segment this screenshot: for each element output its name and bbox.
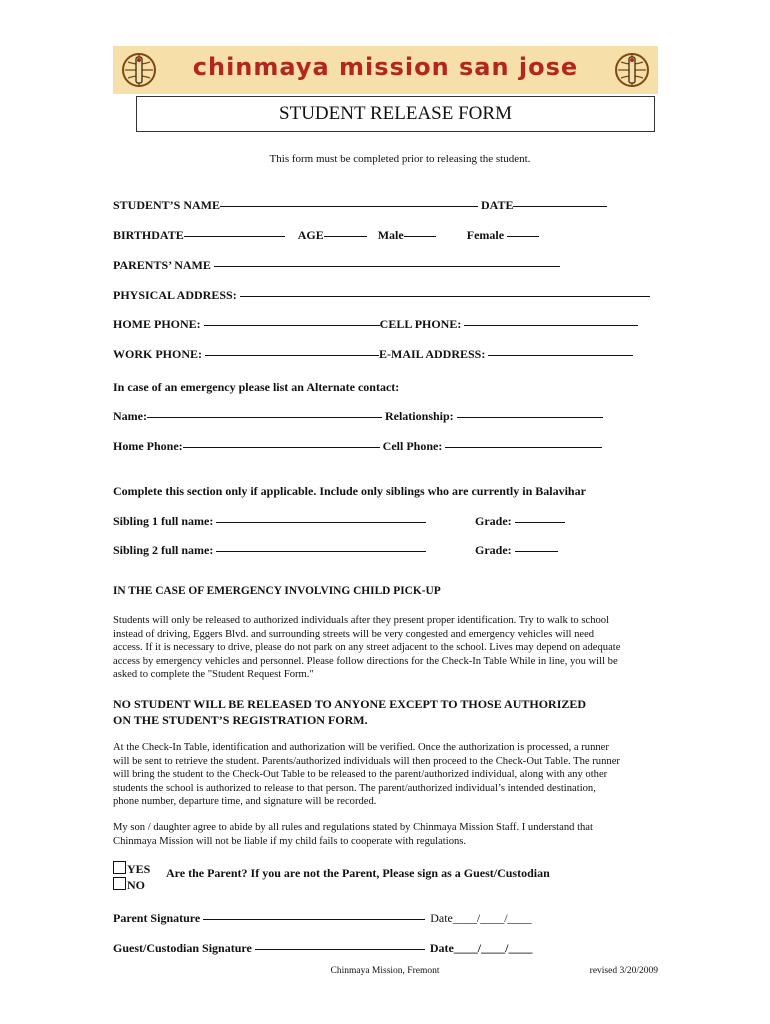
paragraph-line: phone number, departure time, and signature will be recorded. bbox=[113, 796, 377, 808]
female-field[interactable] bbox=[507, 236, 539, 237]
grade-label: Grade: bbox=[475, 514, 512, 528]
age-field[interactable] bbox=[324, 236, 367, 237]
agree-paragraph bbox=[113, 821, 658, 848]
parent-date-field[interactable]: Date____/____/____ bbox=[430, 911, 532, 925]
parent-question: Are the Parent? If you are not the Parent, Please sign as a Guest/Custodian bbox=[166, 866, 550, 880]
birthdate-field[interactable] bbox=[184, 236, 285, 237]
emergency-phone-row bbox=[113, 439, 602, 454]
paragraph-line: will be sent to retrieve the student. Parents/authorized individuals will then proceed to the Check-Out Table. The runner bbox=[113, 755, 620, 767]
form-instruction: This form must be completed prior to releasing the student. bbox=[269, 153, 531, 165]
paragraph-line: access. If it is necessary to drive, please do not park on any street adjacent to the school. Lives may depend on adequate bbox=[113, 642, 621, 654]
age-label: AGE bbox=[297, 228, 324, 242]
work-email-row bbox=[113, 347, 633, 362]
home-phone-label: HOME PHONE: bbox=[113, 317, 201, 331]
guest-signature-label: Guest/Custodian Signature bbox=[113, 941, 252, 955]
sibling1-row bbox=[113, 514, 426, 529]
student-name-row bbox=[113, 198, 607, 213]
sibling1-field[interactable] bbox=[216, 522, 426, 523]
student-name-field[interactable] bbox=[220, 206, 478, 207]
emergency-cell-phone-label: Cell Phone: bbox=[382, 439, 443, 453]
male-label: Male bbox=[377, 228, 404, 242]
footer-center: Chinmaya Mission, Fremont bbox=[330, 966, 440, 976]
male-field[interactable] bbox=[404, 236, 436, 237]
date-label: DATE bbox=[481, 198, 514, 212]
guest-signature-row bbox=[113, 941, 532, 956]
emergency-heading: In case of an emergency please list an Alternate contact: bbox=[113, 380, 400, 394]
emergency-cell-phone-field[interactable] bbox=[445, 447, 602, 448]
banner-title: chinmaya mission san jose bbox=[192, 53, 579, 81]
parent-signature-row bbox=[113, 911, 532, 926]
paragraph-line: Chinmaya Mission will not be liable if my child fails to cooperate with regulations. bbox=[113, 835, 467, 847]
address-row bbox=[113, 288, 650, 303]
sibling1-label: Sibling 1 full name: bbox=[113, 514, 214, 528]
email-field[interactable] bbox=[488, 355, 633, 356]
paragraph-line: instead of driving, Eggers Blvd. and surrounding streets will be very congested and emergency vehicles will need bbox=[113, 628, 595, 640]
yes-option[interactable] bbox=[113, 861, 150, 877]
relationship-label: Relationship: bbox=[384, 409, 454, 423]
cell-phone-field[interactable] bbox=[464, 325, 638, 326]
sibling2-label: Sibling 2 full name: bbox=[113, 543, 214, 557]
sibling1-grade-row bbox=[475, 514, 565, 529]
parent-signature-field[interactable] bbox=[203, 919, 425, 920]
paragraph-line: students the school is authorized to release to that person. The parent/authorized individual’s intended destination, bbox=[113, 782, 596, 794]
emergency-home-phone-field[interactable] bbox=[183, 447, 380, 448]
relationship-field[interactable] bbox=[457, 417, 603, 418]
female-label: Female bbox=[466, 228, 505, 242]
chinmaya-emblem-icon bbox=[121, 51, 157, 89]
grade-label: Grade: bbox=[475, 543, 512, 557]
paragraph-line: At the Check-In Table, identification and authorization will be verified. Once the authorization is processed, a runner bbox=[113, 742, 609, 753]
parents-name-label: PARENTS’ NAME bbox=[113, 258, 211, 272]
phone-row bbox=[113, 317, 638, 332]
yes-label: YES bbox=[127, 862, 151, 876]
no-label: NO bbox=[127, 878, 145, 892]
header-banner bbox=[113, 46, 658, 94]
yes-checkbox[interactable] bbox=[113, 861, 126, 874]
footer-revised: revised 3/20/2009 bbox=[589, 966, 658, 976]
sibling2-field[interactable] bbox=[216, 551, 426, 552]
guest-signature-field[interactable] bbox=[255, 949, 425, 950]
notice-line-2: ON THE STUDENT’S REGISTRATION FORM. bbox=[113, 713, 368, 727]
emergency-home-phone-label: Home Phone: bbox=[113, 439, 183, 453]
pickup-heading: IN THE CASE OF EMERGENCY INVOLVING CHILD PICK-UP bbox=[113, 585, 441, 597]
sibling1-grade-field[interactable] bbox=[515, 522, 565, 523]
no-checkbox[interactable] bbox=[113, 877, 126, 890]
home-phone-field[interactable] bbox=[204, 325, 380, 326]
work-phone-field[interactable] bbox=[205, 355, 379, 356]
no-option[interactable] bbox=[113, 877, 145, 893]
form-title: STUDENT RELEASE FORM bbox=[136, 96, 655, 132]
pickup-paragraph bbox=[113, 614, 658, 682]
birthdate-row bbox=[113, 228, 539, 243]
cell-phone-label: CELL PHONE: bbox=[379, 317, 462, 331]
paragraph-line: will bring the student to the Check-Out Table to be released to the parent/authorized individual, along with any other bbox=[113, 769, 608, 781]
emergency-name-field[interactable] bbox=[147, 417, 382, 418]
email-label: E-MAIL ADDRESS: bbox=[379, 347, 486, 361]
chinmaya-emblem-icon bbox=[614, 51, 650, 89]
sibling2-grade-row bbox=[475, 543, 558, 558]
emergency-name-label: Name: bbox=[113, 409, 147, 423]
date-field[interactable] bbox=[513, 206, 607, 207]
paragraph-line: My son / daughter agree to abide by all rules and regulations stated by Chinmaya Mission Staff. I understand that bbox=[113, 822, 593, 833]
siblings-heading: Complete this section only if applicable. Include only siblings who are currently in Balavihar bbox=[113, 484, 586, 498]
paragraph-line: access by emergency vehicles and personnel. Please follow directions for the Check-In Table While in line, you will be bbox=[113, 655, 618, 667]
address-label: PHYSICAL ADDRESS: bbox=[113, 288, 237, 302]
paragraph-line: Students will only be released to authorized individuals after they present proper identification. Try to walk to school bbox=[113, 615, 610, 626]
parents-name-field[interactable] bbox=[214, 266, 560, 267]
address-field[interactable] bbox=[240, 296, 650, 297]
paragraph-line: asked to complete the "Student Request Form." bbox=[113, 669, 314, 681]
notice-line-1: NO STUDENT WILL BE RELEASED TO ANYONE EXCEPT TO THOSE AUTHORIZED bbox=[113, 697, 587, 711]
guest-date-field[interactable]: Date____/____/____ bbox=[429, 941, 533, 955]
sibling2-row bbox=[113, 543, 426, 558]
sibling2-grade-field[interactable] bbox=[515, 551, 558, 552]
birthdate-label: BIRTHDATE bbox=[113, 228, 184, 242]
parents-row bbox=[113, 258, 560, 273]
emergency-name-row bbox=[113, 409, 603, 424]
parent-signature-label: Parent Signature bbox=[113, 911, 201, 925]
checkin-paragraph bbox=[113, 741, 658, 809]
work-phone-label: WORK PHONE: bbox=[113, 347, 202, 361]
student-name-label: STUDENT’S NAME bbox=[113, 198, 221, 212]
